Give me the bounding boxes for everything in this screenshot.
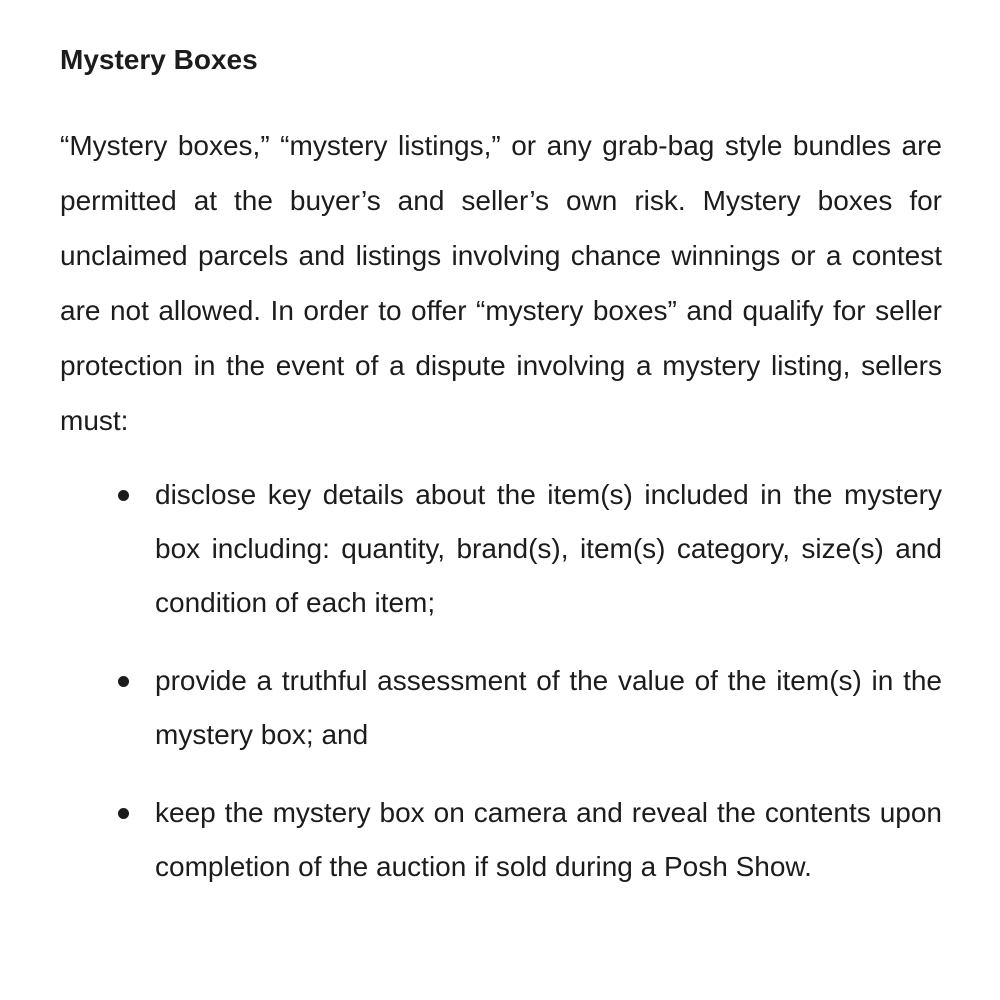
list-item xyxy=(60,654,942,762)
section-heading: Mystery Boxes xyxy=(60,44,258,75)
policy-section xyxy=(60,40,942,918)
list-item-text: disclose key details about the item(s) included in the mystery box including: quantity, brand(s), item(s) category, size(s) and condition of each item; xyxy=(155,479,942,618)
bullet-icon xyxy=(118,490,129,501)
requirements-list xyxy=(60,468,942,894)
list-item-text: keep the mystery box on camera and reveal the contents upon completion of the auction if sold during a Posh Show. xyxy=(155,797,942,882)
bullet-icon xyxy=(118,676,129,687)
list-item xyxy=(60,468,942,630)
policy-paragraph: “Mystery boxes,” “mystery listings,” or any grab-bag style bundles are permitted at the buyer’s and seller’s own risk. Mystery boxes for unclaimed parcels and listings involving chance winnings or a contest are not allowed. In order to offer “mystery boxes” and qualify for seller protection in the event of a dispute involving a mystery listing, sellers must: xyxy=(60,130,942,436)
list-item-text: provide a truthful assessment of the value of the item(s) in the mystery box; and xyxy=(155,665,942,750)
bullet-icon xyxy=(118,808,129,819)
list-item xyxy=(60,786,942,894)
